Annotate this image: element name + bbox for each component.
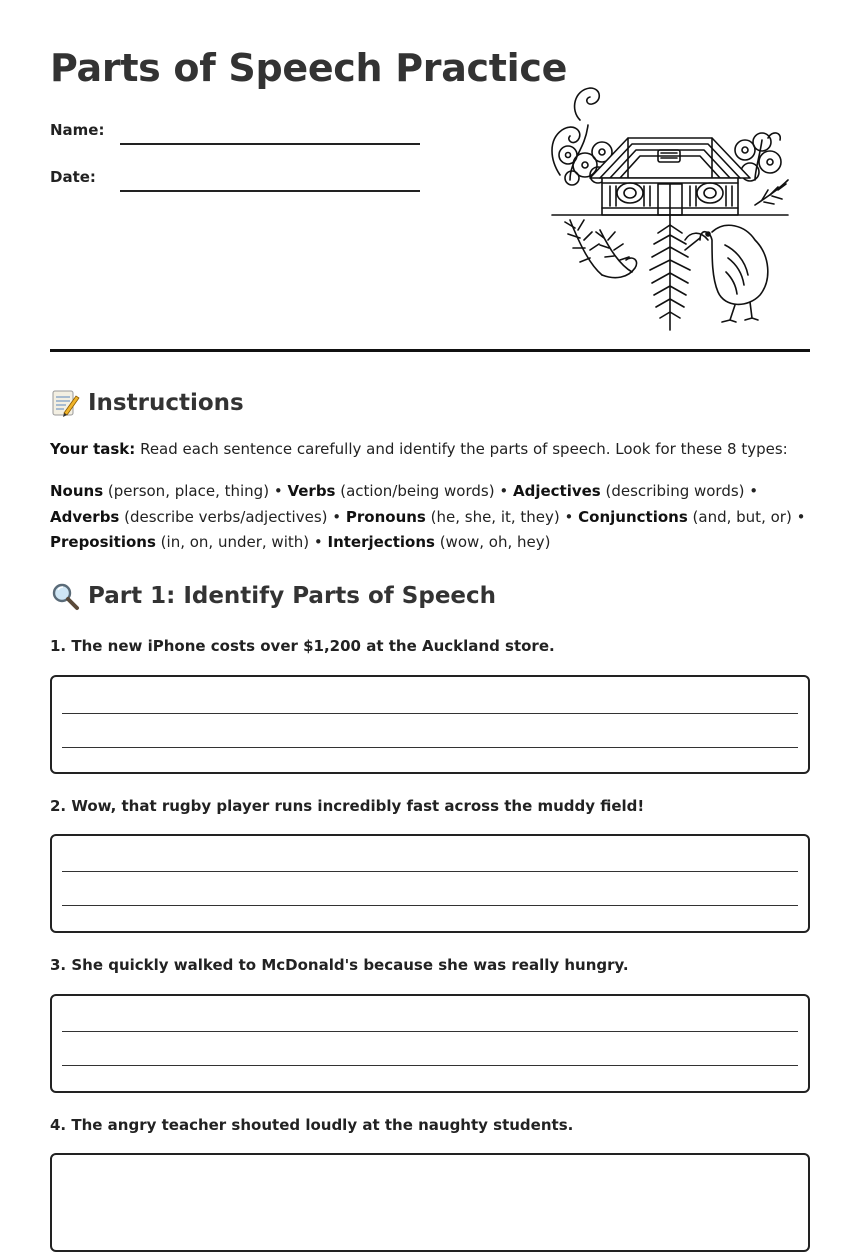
pos-separator: • xyxy=(559,507,579,526)
pos-description: (in, on, under, with) xyxy=(155,533,310,551)
question-2: 2. Wow, that rugby player runs incredibly fast across the muddy field! xyxy=(50,797,645,815)
pos-separator: • xyxy=(327,507,346,526)
answer-line xyxy=(62,871,798,872)
pos-name: Conjunctions xyxy=(578,507,688,526)
pos-separator: • xyxy=(744,482,759,500)
pos-name: Prepositions xyxy=(50,533,156,551)
pos-description: (describe verbs/adjectives) xyxy=(119,507,328,526)
answer-box-4[interactable] xyxy=(50,1153,810,1252)
pos-separator: • xyxy=(269,482,288,500)
name-field[interactable] xyxy=(120,143,420,145)
date-field[interactable] xyxy=(120,190,420,192)
header-divider xyxy=(50,349,810,352)
task-text: Read each sentence carefully and identify the parts of speech. Look for these 8 types: xyxy=(135,440,788,458)
answer-line xyxy=(62,713,798,714)
task-label: Your task: xyxy=(50,440,136,458)
answer-box-3[interactable] xyxy=(50,994,810,1093)
answer-line xyxy=(62,747,798,748)
question-3: 3. She quickly walked to McDonald's because she was really hungry. xyxy=(50,956,629,974)
question-1: 1. The new iPhone costs over $1,200 at the Auckland store. xyxy=(50,637,555,655)
pos-name: Pronouns xyxy=(345,507,426,526)
pos-description: (wow, oh, hey) xyxy=(434,533,551,551)
instructions-heading-text: Instructions xyxy=(88,390,244,416)
answer-line xyxy=(62,905,798,906)
pos-description: (and, but, or) xyxy=(687,507,792,526)
instructions-heading xyxy=(50,388,244,418)
memo-pencil-icon xyxy=(50,388,80,418)
answer-line xyxy=(62,1031,798,1032)
parts-of-speech-list xyxy=(50,479,810,556)
pos-name: Nouns xyxy=(50,482,104,500)
pos-name: Interjections xyxy=(327,533,435,551)
pos-separator: • xyxy=(791,507,806,526)
answer-box-1[interactable] xyxy=(50,675,810,774)
pos-name: Adjectives xyxy=(512,482,601,500)
answer-box-2[interactable] xyxy=(50,834,810,933)
pos-separator: • xyxy=(309,533,328,551)
part1-heading xyxy=(50,581,496,611)
pos-separator: • xyxy=(494,482,513,500)
pos-description: (describing words) xyxy=(600,482,745,500)
magnifying-glass-icon xyxy=(50,581,80,611)
page-title: Parts of Speech Practice xyxy=(50,46,568,90)
pos-name: Adverbs xyxy=(50,507,120,526)
answer-line xyxy=(62,1065,798,1066)
pos-description: (he, she, it, they) xyxy=(425,507,560,526)
pos-name: Verbs xyxy=(287,482,336,500)
pos-description: (person, place, thing) xyxy=(103,482,270,500)
date-label: Date: xyxy=(50,168,96,186)
task-paragraph xyxy=(50,437,810,463)
wharenui-kiwi-illustration xyxy=(540,80,800,335)
question-4: 4. The angry teacher shouted loudly at the naughty students. xyxy=(50,1116,574,1134)
pos-description: (action/being words) xyxy=(335,482,495,500)
part1-heading-text: Part 1: Identify Parts of Speech xyxy=(88,583,497,609)
name-label: Name: xyxy=(50,121,105,139)
